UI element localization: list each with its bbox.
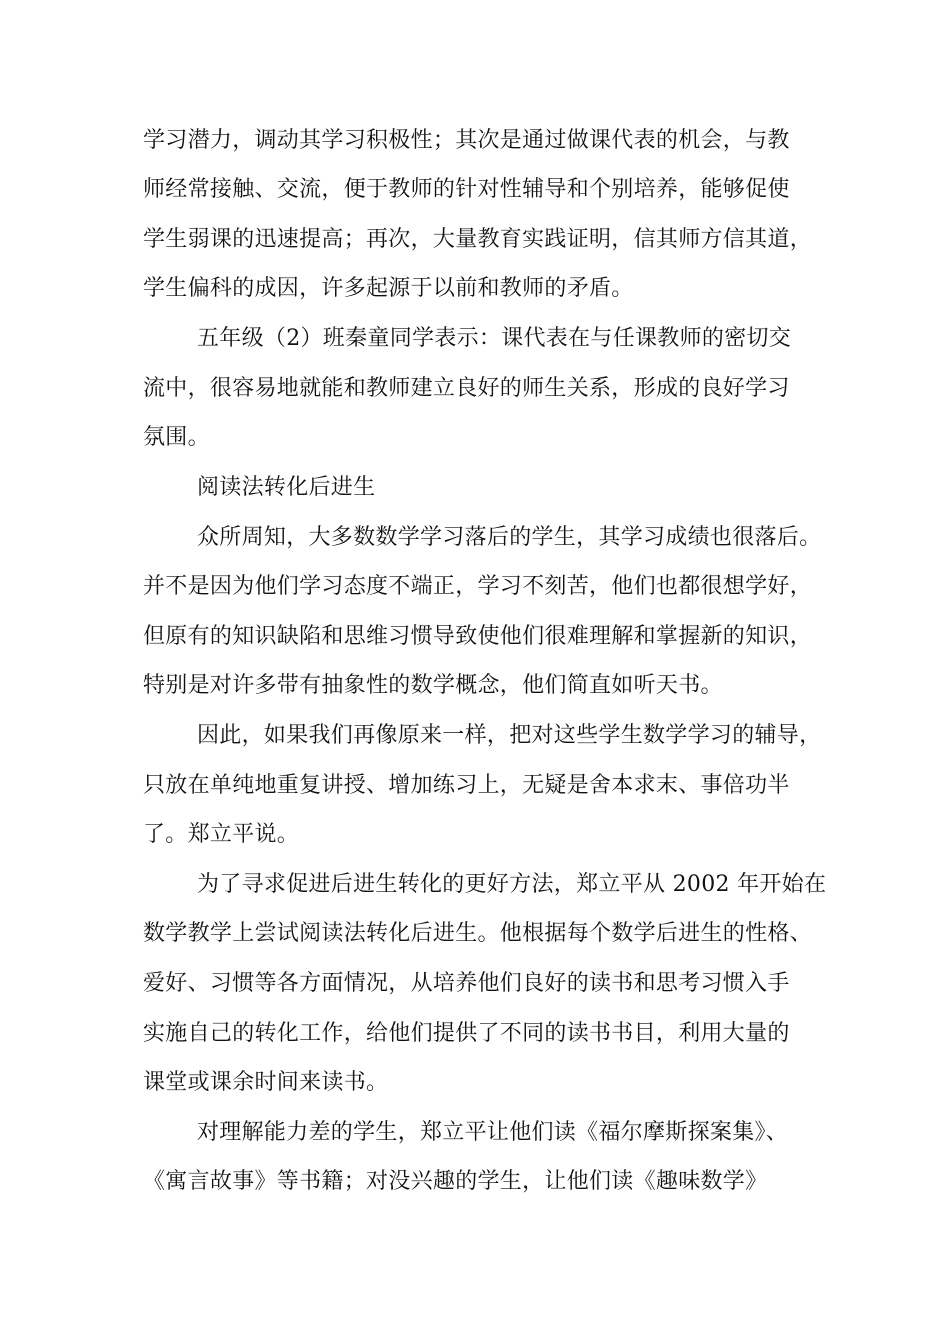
- text-line: 实施自己的转化工作，给他们提供了不同的读书书目，利用大量的: [143, 1021, 790, 1046]
- text-line: 爱好、习惯等各方面情况，从培养他们良好的读书和思考习惯入手: [143, 971, 790, 996]
- text-line: 师经常接触、交流，便于教师的针对性辅导和个别培养，能够促使: [143, 177, 790, 202]
- text-line: 只放在单纯地重复讲授、增加练习上，无疑是舍本求末、事倍功半: [143, 773, 790, 798]
- text-line: 因此，如果我们再像原来一样，把对这些学生数学学习的辅导，: [197, 723, 822, 748]
- text-line: 五年级（2）班秦童同学表示：课代表在与任课教师的密切交: [197, 326, 792, 351]
- text-line: 了。郑立平说。: [143, 822, 300, 847]
- text-line: 特别是对许多带有抽象性的数学概念，他们简直如听天书。: [143, 673, 723, 698]
- text-line: 氛围。: [143, 425, 210, 450]
- text-line: 学生弱课的迅速提高；再次，大量教育实践证明，信其师方信其道，: [143, 227, 813, 252]
- text-line: 数学教学上尝试阅读法转化后进生。他根据每个数学后进生的性格、: [143, 921, 813, 946]
- section-heading: 阅读法转化后进生: [197, 475, 376, 500]
- text-line: 并不是因为他们学习态度不端正，学习不刻苦，他们也都很想学好，: [143, 574, 813, 599]
- text-line: 众所周知，大多数数学学习落后的学生，其学习成绩也很落后。: [197, 525, 822, 550]
- text-line: 流中，很容易地就能和教师建立良好的师生关系，形成的良好学习: [143, 376, 790, 401]
- text-line: 学生偏科的成因，许多起源于以前和教师的矛盾。: [143, 276, 634, 301]
- text-line: 为了寻求促进后进生转化的更好方法，郑立平从 2002 年开始在: [197, 872, 827, 897]
- text-line: 对理解能力差的学生，郑立平让他们读《福尔摩斯探案集》、: [197, 1120, 789, 1145]
- text-line: 学习潜力，调动其学习积极性；其次是通过做课代表的机会，与教: [143, 128, 790, 153]
- text-line: 但原有的知识缺陷和思维习惯导致使他们很难理解和掌握新的知识，: [143, 624, 813, 649]
- text-line: 《寓言故事》等书籍；对没兴趣的学生，让他们读《趣味数学》: [143, 1169, 768, 1194]
- text-line: 课堂或课余时间来读书。: [143, 1070, 389, 1095]
